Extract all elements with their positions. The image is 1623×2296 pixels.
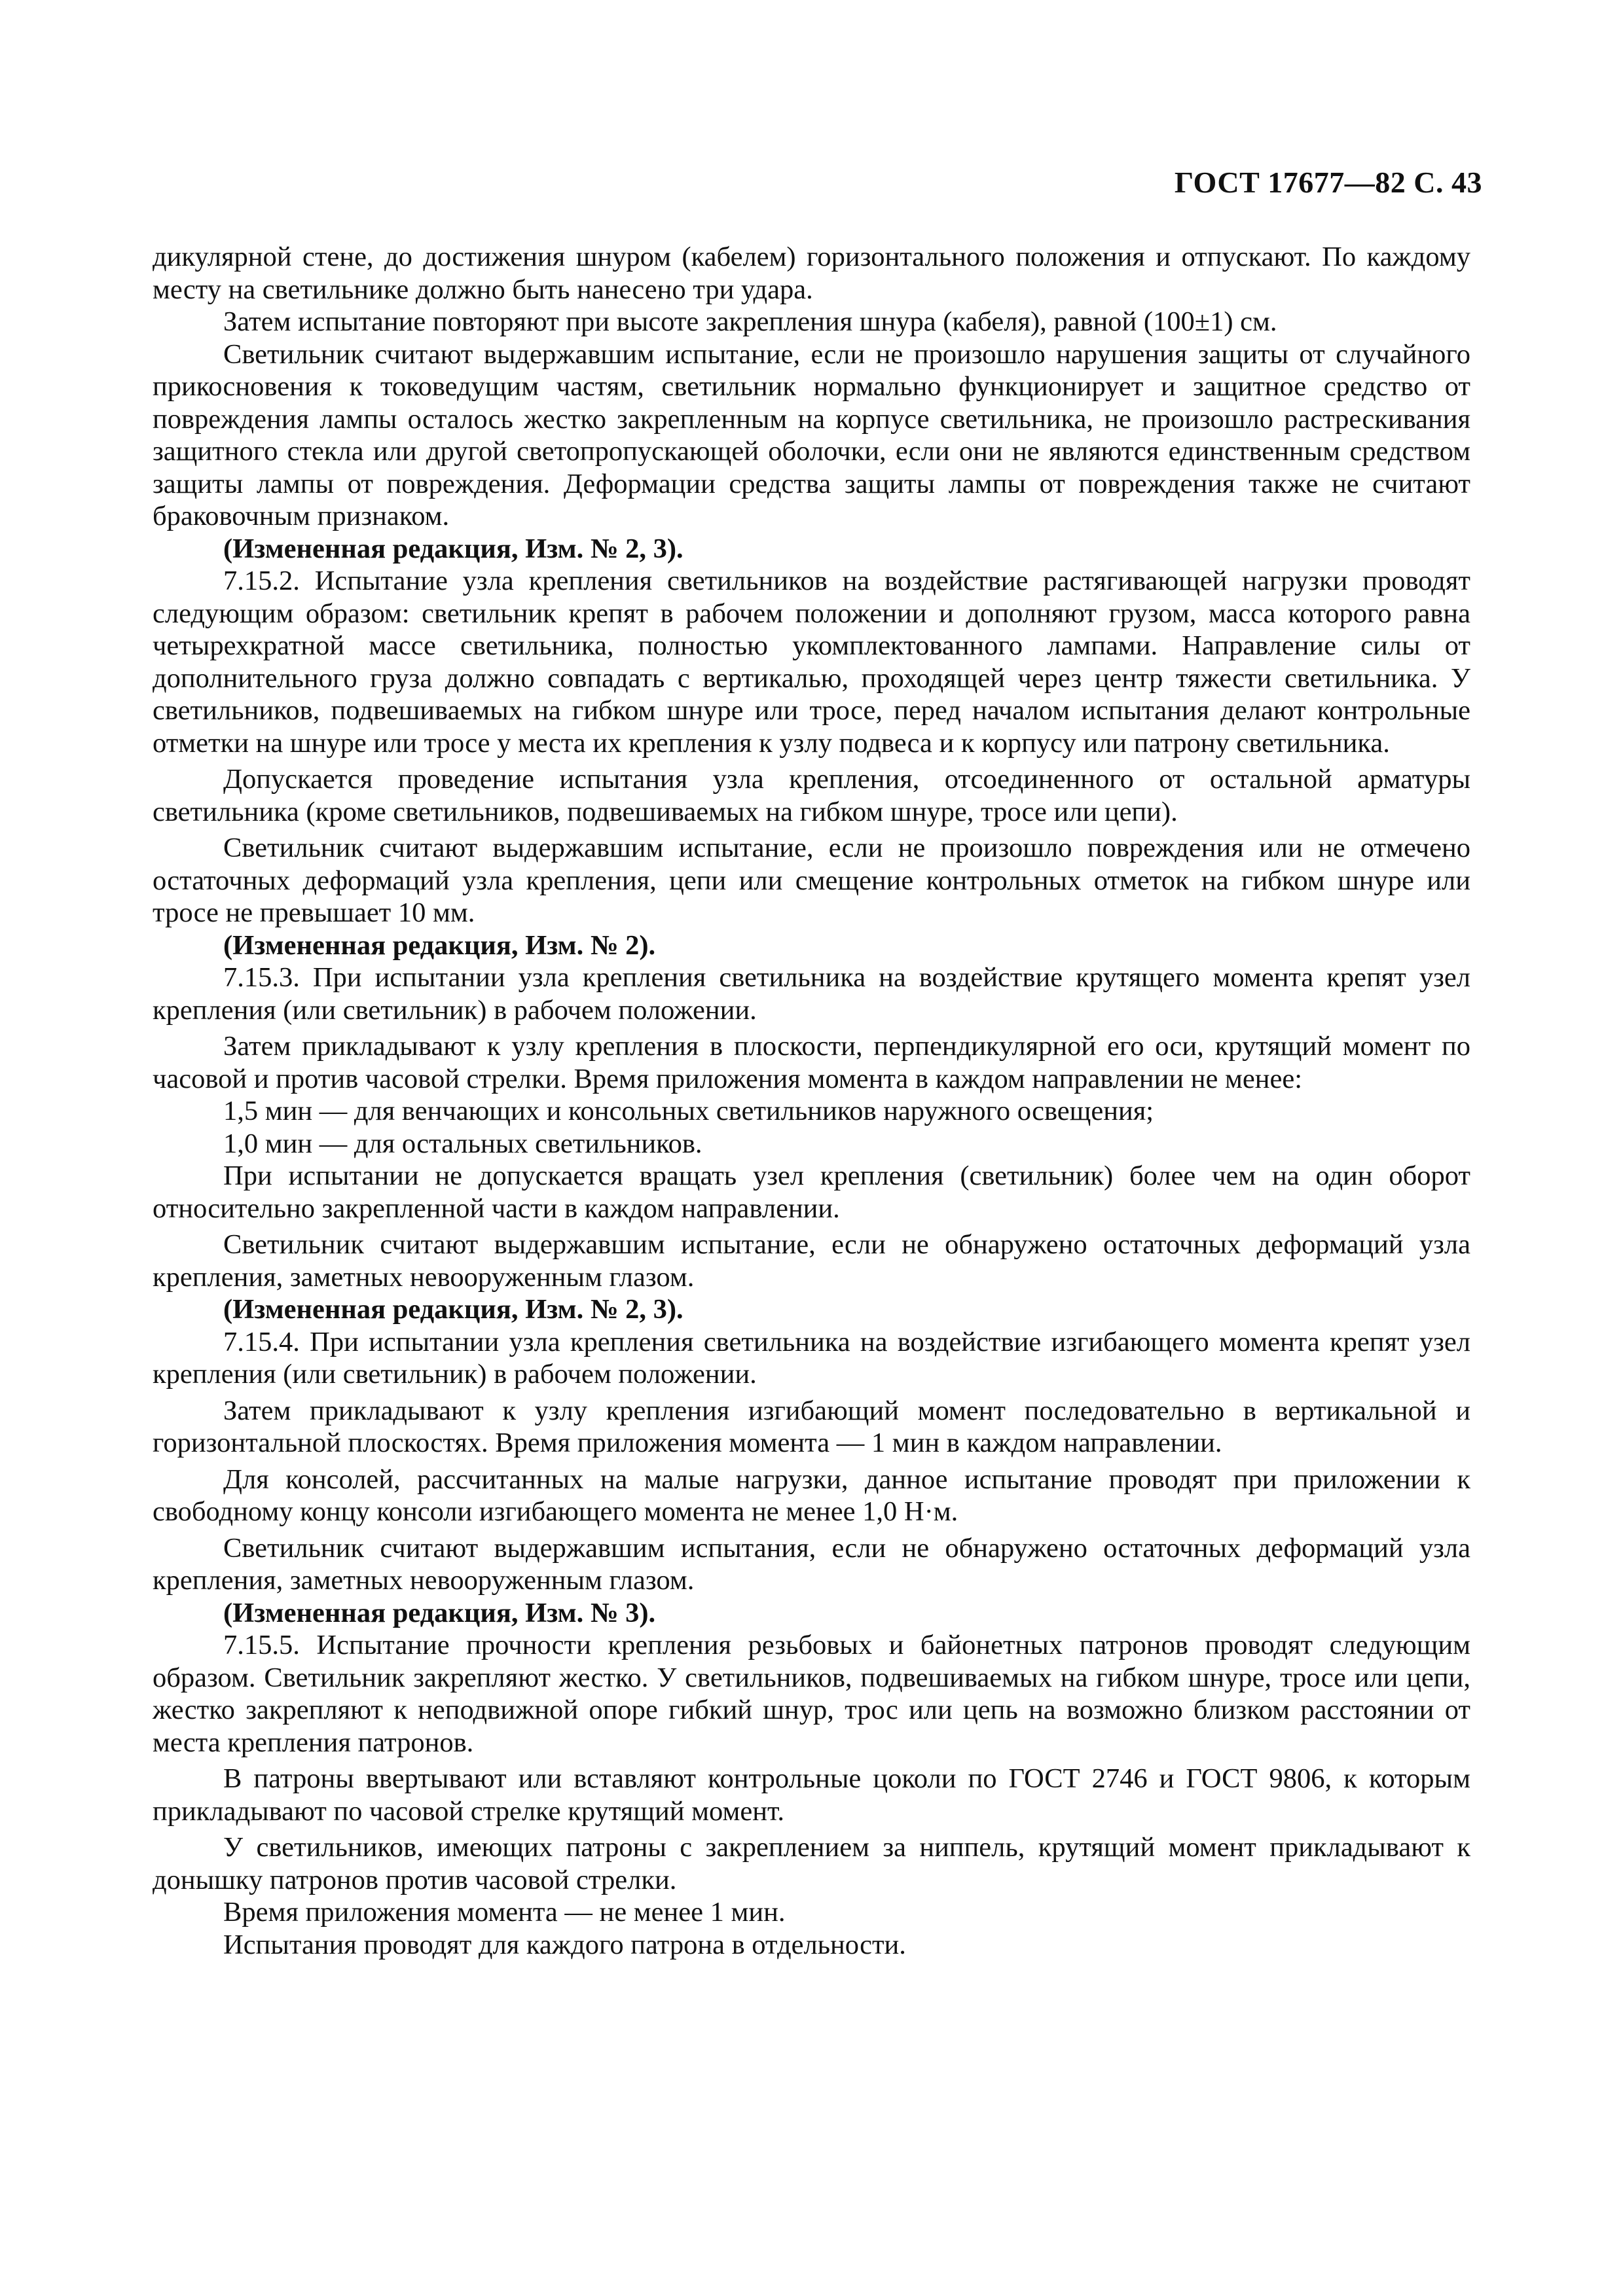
paragraph: Затем испытание повторяют при высоте закрепления шнура (кабеля), равной (100±1) см. [223,306,1277,337]
paragraph: В патроны ввертывают или вставляют контрольные цоколи по ГОСТ 2746 и ГОСТ 9806, к которым прикладывают по часовой стрелке крутящий момент. [153,1763,1470,1827]
section-7-15-3: 7.15.3. При испытании узла крепления светильника на воздействие крутящего момента крепят узел крепления (или светильник) в рабочем положении. [153,962,1470,1026]
document-body [153,241,1470,1961]
amendment-note: (Измененная редакция, Изм. № 2). [223,929,656,961]
paragraph: Допускается проведение испытания узла крепления, отсоединенного от остальной арматуры светильника (кроме светильников, подвешиваемых на гибком шнуре, тросе или цепи). [153,764,1470,827]
paragraph: Светильник считают выдержавшим испытания, если не обнаружено остаточных деформаций узла крепления, заметных невооруженным глазом. [153,1532,1470,1596]
list-item: 1,0 мин — для остальных светильников. [223,1128,702,1159]
paragraph: У светильников, имеющих патроны с закреплением за ниппель, крутящий момент прикладывают к донышку патронов против часовой стрелки. [153,1832,1470,1895]
paragraph: Для консолей, рассчитанных на малые нагрузки, данное испытание проводят при приложении к свободному концу консоли изгибающего момента не менее 1,0 Н·м. [153,1463,1470,1527]
list-item: 1,5 мин — для венчающих и консольных светильников наружного освещения; [223,1096,1154,1126]
paragraph: При испытании не допускается вращать узел крепления (светильник) более чем на один оборот относительно закрепленной части в каждом направлении. [153,1160,1470,1224]
amendment-note: (Измененная редакция, Изм. № 3). [223,1597,656,1628]
paragraph: дикулярной стене, до достижения шнуром (кабелем) горизонтального положения и отпускают. По каждому месту на светильнике должно быть нанесено три удара. [153,242,1470,305]
paragraph: Время приложения момента — не менее 1 мин. [223,1897,786,1928]
section-7-15-4: 7.15.4. При испытании узла крепления светильника на воздействие изгибающего момента крепят узел крепления (или светильник) в рабочем положении. [153,1326,1470,1390]
page-header: ГОСТ 17677—82 С. 43 [1174,166,1482,199]
paragraph: Светильник считают выдержавшим испытание, если не произошло повреждения или не отмечено остаточных деформаций узла крепления, цепи или смещение контрольных отметок на гибком шнуре или тросе не превышает 10 мм. [153,833,1470,928]
amendment-note: (Измененная редакция, Изм. № 2, 3). [223,1294,684,1325]
paragraph: Светильник считают выдержавшим испытание, если не произошло нарушения защиты от случайного прикосновения к токоведущим частям, светильник нормально функционирует и защитное средство от повреждения лампы осталось жестко закрепленным на корпусе светильника, не произошло растрескивания защитного стекла или другой светопропускающей оболочки, если они не являются единственным средством защиты лампы от повреждения. Деформации средства защиты лампы от повреждения также не считают браковочным признаком. [153,338,1470,531]
paragraph: Затем прикладывают к узлу крепления в плоскости, перпендикулярной его оси, крутящий момент по часовой и против часовой стрелки. Время приложения момента в каждом направлении не менее: [153,1031,1470,1094]
amendment-note: (Измененная редакция, Изм. № 2, 3). [223,533,684,564]
section-7-15-5: 7.15.5. Испытание прочности крепления резьбовых и байонетных патронов проводят следующим образом. Светильник закрепляют жестко. У светильников, подвешиваемых на гибком шнуре, тросе или цепи, жестко закрепляют к неподвижной опоре гибкий шнур, трос или цепь на возможно близком расстоянии от места крепления патронов. [153,1630,1470,1758]
paragraph: Испытания проводят для каждого патрона в отдельности. [223,1929,906,1960]
paragraph: Светильник считают выдержавшим испытание, если не обнаружено остаточных деформаций узла крепления, заметных невооруженным глазом. [153,1229,1470,1293]
paragraph: Затем прикладывают к узлу крепления изгибающий момент последовательно в вертикальной и горизонтальной плоскостях. Время приложения момента — 1 мин в каждом направлении. [153,1395,1470,1458]
section-7-15-2: 7.15.2. Испытание узла крепления светильников на воздействие растягивающей нагрузки проводят следующим образом: светильник крепят в рабочем положении и дополняют грузом, масса которого равна четырехкратной массе светильника, полностью укомплектованного лампами. Направление силы от дополнительного груза должно совпадать с вертикалью, проходящей через центр тяжести светильника. У светильников, подвешиваемых на гибком шнуре или тросе, перед началом испытания делают контрольные отметки на шнуре или тросе у места их крепления к узлу подвеса и к корпусу или патрону светильника. [153,565,1470,759]
